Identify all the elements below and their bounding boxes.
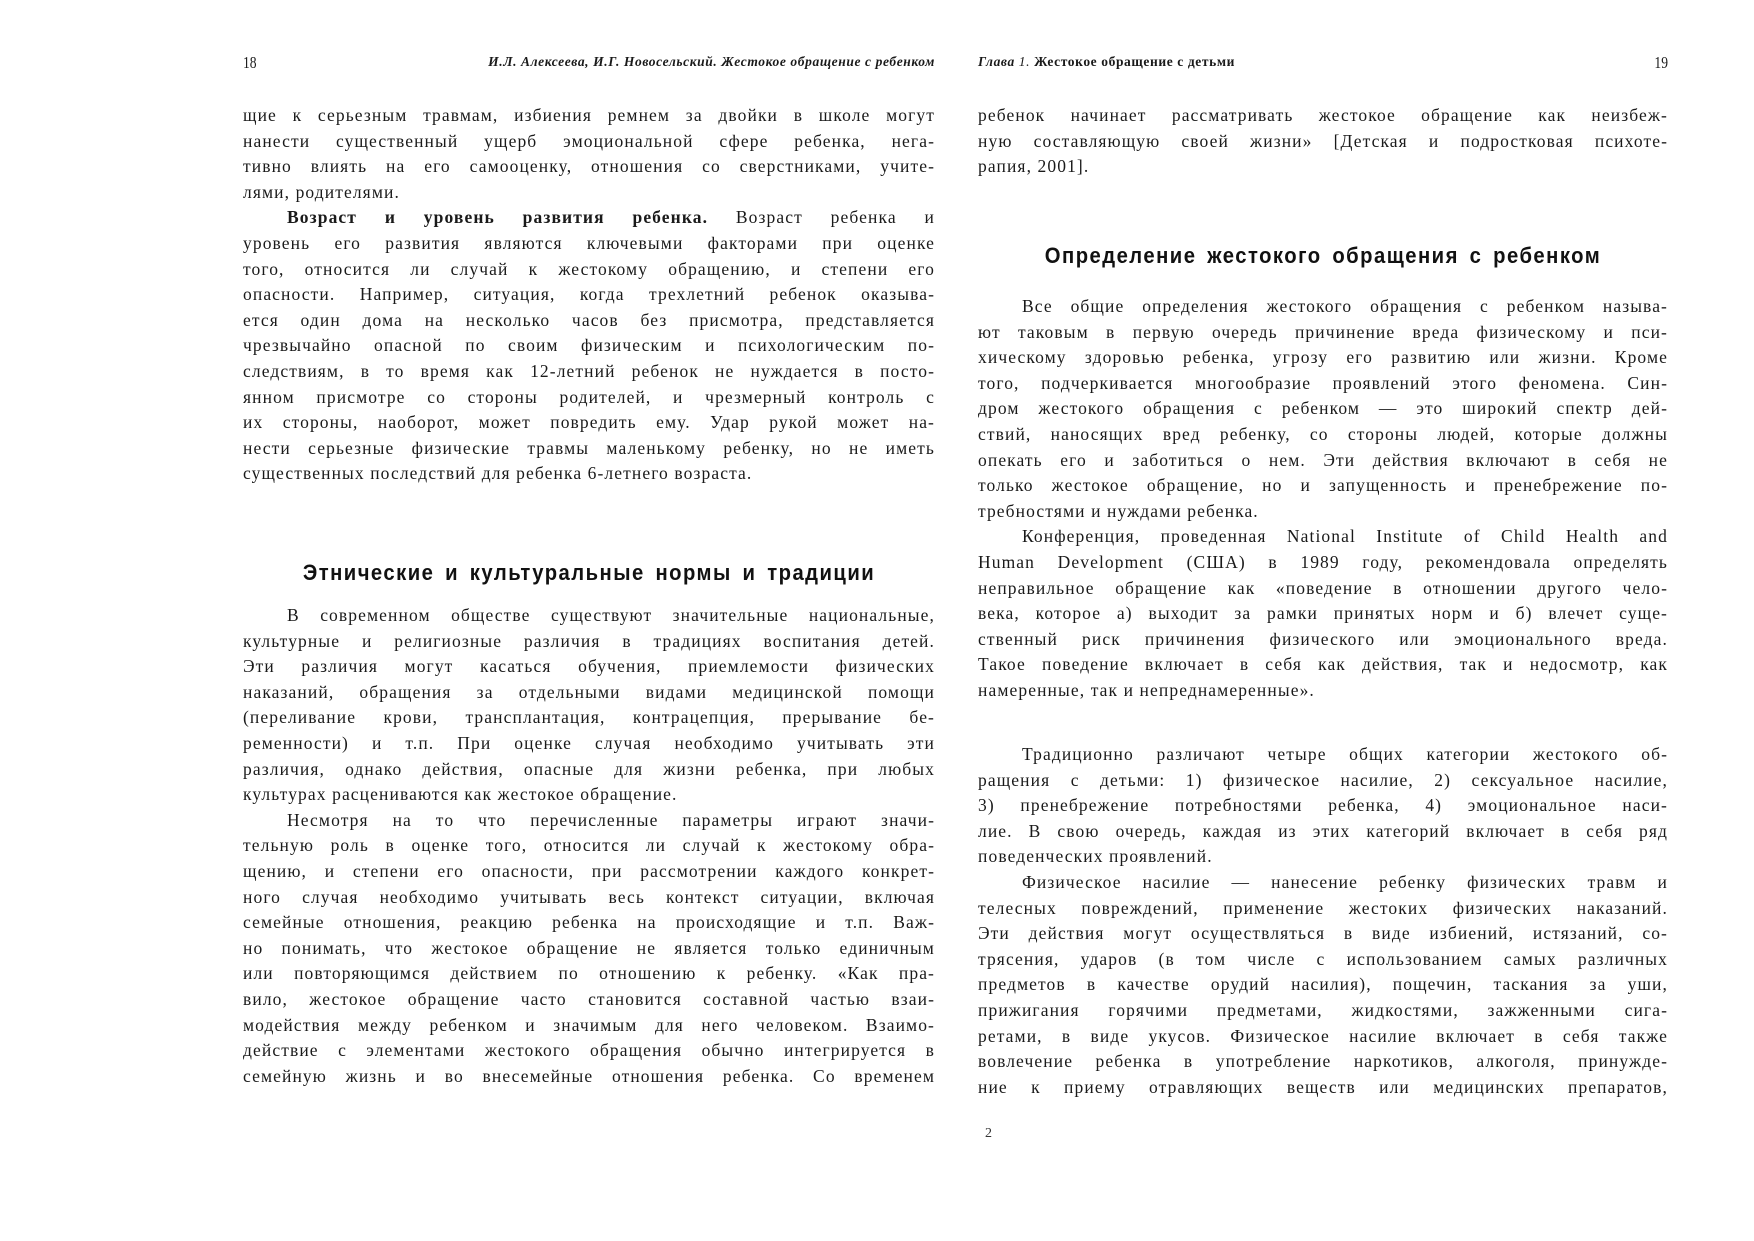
running-head-title <box>978 54 1235 70</box>
text-line: неправильное обращение как «поведение в отношении другого чело- <box>978 577 1668 598</box>
paragraph-lead: Возраст и уровень развития ребенка. <box>287 207 709 228</box>
chapter-number: 1. <box>1018 54 1031 69</box>
text-line: прижигания горячими предметами, жидкостями, зажженными сига- <box>978 999 1668 1020</box>
text-line: модействия между ребенком и значимым для него человеком. Взаимо- <box>243 1014 935 1035</box>
text-line: щению, и степени его опасности, при рассмотрении каждого конкрет- <box>243 860 935 881</box>
text-line: Традиционно различают четыре общих категории жестокого об- <box>1022 744 1668 764</box>
text-line: 3) пренебрежение потребностями ребенка, 4) эмоциональное наси- <box>978 795 1668 816</box>
text-line: века, которое а) выходит за рамки принятых норм и б) влечет суще- <box>978 603 1668 624</box>
text-line: ную составляющую своей жизни» [Детская и подростковая психоте- <box>978 130 1668 151</box>
text-line: требностями и нуждами ребенка. <box>978 500 1259 521</box>
text-line: (переливание крови, трансплантация, контрацепция, прерывание бе- <box>243 707 935 728</box>
text-line: культурные и религиозные различия в традициях воспитания детей. <box>243 630 935 651</box>
text-line: Несмотря на то что перечисленные параметры играют значи- <box>287 809 935 830</box>
text-line: того, относится ли случай к жестокому обращению, и степени его <box>243 258 935 279</box>
page-number: 19 <box>1654 53 1668 72</box>
text-line: Все общие определения жестокого обращения с ребенком называ- <box>1022 296 1668 316</box>
text-line: тивно влиять на его самооценку, отношения со сверстниками, учите- <box>243 156 935 177</box>
section-heading: Определение жестокого обращения с ребенком <box>1044 243 1602 268</box>
text-line: культурах расцениваются как жестокое обращение. <box>243 784 678 805</box>
text-line: опасности. Например, ситуация, когда трехлетний ребенок оказыва- <box>243 284 935 305</box>
scan-footer-mark: 2 <box>985 1126 992 1141</box>
text-line: лями, родителями. <box>243 181 400 202</box>
running-head-title: И.Л. Алексеева, И.Г. Новосельский. Жестокое обращение с ребенком <box>488 54 935 69</box>
text-line: поведенческих проявлений. <box>978 846 1213 867</box>
text-line: нанести существенный ущерб эмоциональной сфере ребенка, нега- <box>243 130 935 151</box>
chapter-label: Глава <box>978 54 1015 69</box>
text-line: щие к серьезным травмам, избиения ремнем за двойки в школе могут <box>243 105 935 125</box>
text-line: предметов в качестве орудий насилия), пощечин, таскания за уши, <box>978 974 1668 995</box>
running-head <box>978 53 1668 73</box>
text-line: Эти различия могут касаться обучения, приемлемости физических <box>243 656 935 677</box>
text-line: Human Development (США) в 1989 году, рекомендовала определять <box>978 551 1668 572</box>
text-line: лие. В свою очередь, каждая из этих категорий включает в себя ряд <box>978 820 1668 841</box>
text-line: рапия, 2001]. <box>978 156 1090 177</box>
text-line: различия, однако действия, опасные для жизни ребенка, при любых <box>243 758 935 779</box>
text-line: или повторяющимся действием по отношению к ребенку. «Как пра- <box>243 963 935 984</box>
paragraph <box>243 103 935 487</box>
text-line: телесных повреждений, применение жестоких физических наказаний. <box>978 897 1668 918</box>
text-line: нести серьезные физические травмы маленькому ребенку, но не иметь <box>243 437 935 458</box>
text-line: семейные отношения, реакцию ребенка на происходящие и т.п. Важ- <box>243 912 935 933</box>
text-line: действие с элементами жестокого обращения обычно интегрируется в <box>243 1040 935 1061</box>
text-line: следствиям, в то время как 12-летний ребенок не нуждается в посто- <box>243 360 935 381</box>
running-head <box>243 53 935 73</box>
text-line: ного случая необходимо учитывать весь контекст ситуации, включая <box>243 886 935 907</box>
text-line: того, подчеркивается многообразие проявлений этого феномена. Син- <box>978 372 1668 393</box>
text-line: уровень его развития являются ключевыми факторами при оценке <box>243 232 935 253</box>
paragraph <box>978 294 1668 704</box>
text-line: Конференция, проведенная National Institute of Child Health and <box>1022 526 1668 547</box>
text-line <box>243 205 935 231</box>
section-heading: Этнические и культуральные нормы и традиции <box>302 560 876 585</box>
text-line: ется один дома на несколько часов без присмотра, представляется <box>243 309 935 330</box>
text-line: ственный риск причинения физического или эмоционального вреда. <box>978 628 1668 649</box>
chapter-title: Жестокое обращение с детьми <box>1034 54 1236 69</box>
paragraph <box>243 603 935 1089</box>
text-line: В современном обществе существуют значительные национальные, <box>287 605 935 625</box>
text-line: вило, жестокое обращение часто становится составной частью взаи- <box>243 988 935 1009</box>
text-line: Физическое насилие — нанесение ребенку физических травм и <box>1022 871 1668 892</box>
text-line: ют таковым в первую очередь причинение вреда физическому и пси- <box>978 321 1668 342</box>
text-line: ние к приему отравляющих веществ или медицинских препаратов, <box>978 1076 1668 1097</box>
text-line: существенных последствий для ребенка 6-летнего возраста. <box>243 463 753 484</box>
text-line: хическому здоровью ребенка, угрозу его развитию или жизни. Кроме <box>978 347 1668 368</box>
text-line: опекать его и заботиться о нем. Эти действия включают в себя не <box>978 449 1668 470</box>
text-line: их стороны, наоборот, может повредить ему. Удар рукой может на- <box>243 412 935 433</box>
text-line: янном присмотре со стороны родителей, и чрезмерный контроль с <box>243 386 935 407</box>
text-line: но понимать, что жестокое обращение не является только единичным <box>243 937 935 958</box>
text-line: семейную жизнь и во внесемейные отношения ребенка. Со временем <box>243 1065 935 1086</box>
text-line: наказаний, обращения за отдельными видами медицинской помощи <box>243 681 935 702</box>
text-line: Эти действия могут осуществляться в виде избиений, истязаний, со- <box>978 923 1668 944</box>
text-line: ращения с детьми: 1) физическое насилие, 2) сексуальное насилие, <box>978 769 1668 790</box>
text-line: Такое поведение включает в себя как действия, так и недосмотр, как <box>978 654 1668 675</box>
text-line: ретами, в виде укусов. Физическое насилие включает в себя также <box>978 1025 1668 1046</box>
text-line: намеренные, так и непреднамеренные». <box>978 679 1315 700</box>
text-line: тельную роль в оценке того, относится ли случай к жестокому обра- <box>243 835 935 856</box>
text-line: ременности) и т.п. При оценке случая необходимо учитывать эти <box>243 732 935 753</box>
text-line: трясения, ударов (в том числе с использованием самых различных <box>978 948 1668 969</box>
text-fragment: Возраст ребенка и <box>708 207 935 228</box>
text-line: только жестокое обращение, но и запущенность и пренебрежение по- <box>978 475 1668 496</box>
page-number: 18 <box>243 53 257 72</box>
text-line: чрезвычайно опасной по своим физическим и психологическим по- <box>243 335 935 356</box>
text-line: дром жестокого обращения с ребенком — это широкий спектр дей- <box>978 398 1668 419</box>
text-line: ребенок начинает рассматривать жестокое обращение как неизбеж- <box>978 105 1668 125</box>
paragraph <box>978 103 1668 180</box>
text-line: ствий, наносящих вред ребенку, со стороны людей, которые должны <box>978 423 1668 444</box>
paragraph <box>978 742 1668 1100</box>
text-line: вовлечение ребенка в употребление наркотиков, алкоголя, принужде- <box>978 1051 1668 1072</box>
